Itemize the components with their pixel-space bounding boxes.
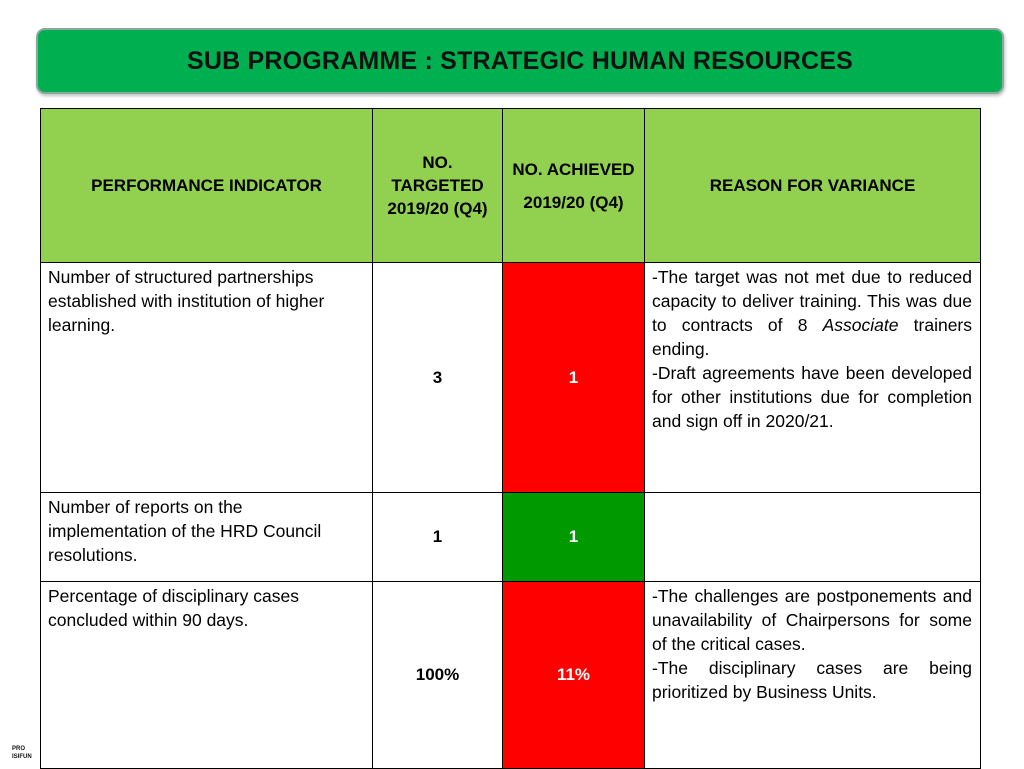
reason-cell bbox=[645, 493, 981, 582]
indicator-cell: Percentage of disciplinary cases concluded within 90 days. bbox=[41, 582, 373, 769]
performance-table bbox=[40, 108, 981, 769]
targeted-cell: 100% bbox=[373, 582, 503, 769]
indicator-cell: Number of reports on the implementation of the HRD Council resolutions. bbox=[41, 493, 373, 582]
indicator-cell: Number of structured partnerships established with institution of higher learning. bbox=[41, 263, 373, 493]
reason-text: trainers ending. bbox=[652, 315, 973, 359]
footer-logo-line: PRO bbox=[12, 746, 26, 752]
header-no-achieved bbox=[503, 109, 645, 263]
reason-cell bbox=[645, 263, 981, 493]
table-header-row bbox=[41, 109, 981, 263]
targeted-cell: 1 bbox=[373, 493, 503, 582]
reason-paragraph bbox=[652, 265, 972, 361]
footer-logo bbox=[12, 745, 40, 761]
reason-paragraph: -The disciplinary cases are being prioritized by Business Units. bbox=[652, 658, 972, 702]
achieved-cell: 1 bbox=[503, 263, 645, 493]
achieved-cell: 11% bbox=[503, 582, 645, 769]
reason-paragraph: -The challenges are postponements and unavailability of Chairpersons for some of the critical cases. bbox=[652, 586, 972, 654]
reason-cell bbox=[645, 582, 981, 769]
header-reason-for-variance: REASON FOR VARIANCE bbox=[645, 109, 981, 263]
table-row bbox=[41, 582, 981, 769]
footer-logo-line: ISIFUN bbox=[12, 754, 32, 760]
reason-text: -The target was not met due to reduced capacity to deliver training. This was due to contracts of 8 bbox=[652, 267, 972, 335]
achieved-cell: 1 bbox=[503, 493, 645, 582]
title-banner bbox=[36, 28, 1004, 94]
reason-paragraph: -Draft agreements have been developed for other institutions due for completion and sign off in 2020/21. bbox=[652, 363, 972, 431]
header-no-achieved-label: NO. ACHIEVED bbox=[512, 159, 635, 179]
table-row bbox=[41, 493, 981, 582]
header-no-achieved-period: 2019/20 (Q4) bbox=[523, 192, 624, 212]
page-title: SUB PROGRAMME : STRATEGIC HUMAN RESOURCES bbox=[186, 46, 854, 75]
targeted-cell: 3 bbox=[373, 263, 503, 493]
header-performance-indicator: PERFORMANCE INDICATOR bbox=[41, 109, 373, 263]
header-no-targeted: NO. TARGETED 2019/20 (Q4) bbox=[373, 109, 503, 263]
table-row bbox=[41, 263, 981, 493]
reason-italic-text: Associate bbox=[822, 315, 899, 335]
